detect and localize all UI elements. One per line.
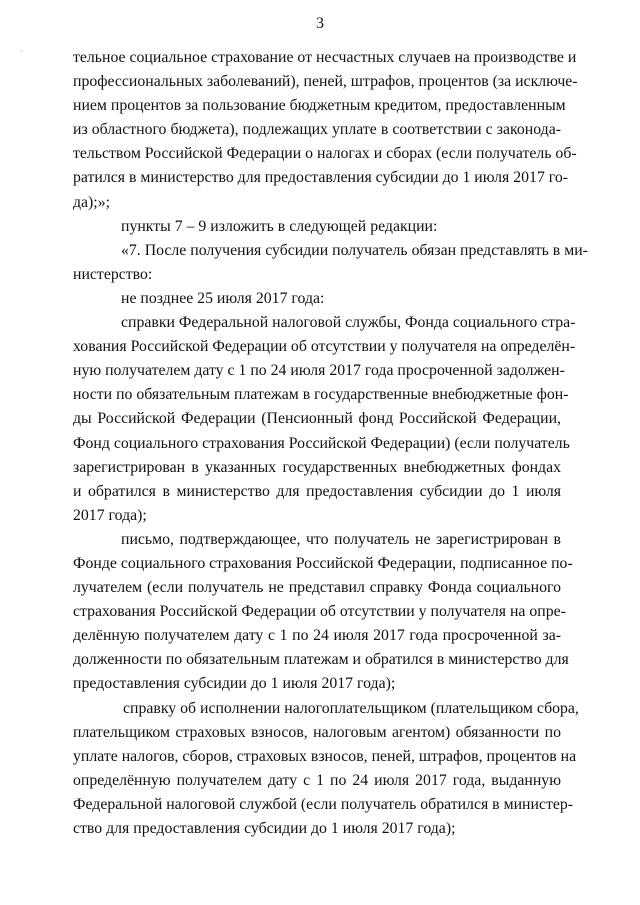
text-line: и обратился в министерство для предоставления субсидии до 1 июля — [73, 482, 561, 500]
text-line: нием процентов за пользование бюджетным кредитом, предоставленным — [73, 97, 566, 115]
text-line: профессиональных заболеваний), пеней, штрафов, процентов (за исключе- — [73, 73, 578, 91]
paragraph — [73, 311, 576, 528]
text-line: предоставления субсидии до 1 июля 2017 года); — [73, 675, 396, 693]
text-line: хования Российской Федерации об отсутствии у получателя на определён- — [73, 338, 576, 356]
text-line: делённую получателем дату с 1 по 24 июля 2017 года просроченной за- — [73, 627, 561, 645]
text-line: ную получателем дату с 1 по 24 июля 2017 года просроченной задолжен- — [73, 362, 565, 380]
text-line: ство для предоставления субсидии до 1 июля 2017 года); — [73, 820, 456, 837]
paragraph — [73, 46, 578, 215]
text-line: справку об исполнении налогоплательщиком (плательщиком сбора, — [123, 699, 579, 717]
text-line: ды Российской Федерации (Пенсионный фонд Российской Федерации, — [73, 410, 561, 428]
text-line: из областного бюджета), подлежащих уплате в соответствии с законода- — [73, 121, 561, 139]
text-line: «7. После получения субсидии получатель обязан представлять в ми- — [121, 241, 588, 259]
document-body — [73, 46, 588, 841]
text-line: не позднее 25 июля 2017 года: — [121, 289, 325, 307]
text-line: Федеральной налоговой службой (если получатель обратился в министер- — [73, 795, 574, 813]
text-line: письмо, подтверждающее, что получатель не зарегистрирован в — [121, 530, 561, 548]
text-line: Фонде социального страхования Российской Федерации, подписанное по- — [73, 554, 573, 572]
text-line: долженности по обязательным платежам и обратился в министерство для — [73, 651, 569, 669]
paragraph — [73, 528, 573, 697]
text-line: уплате налогов, сборов, страховых взносов, пеней, штрафов, процентов на — [73, 747, 577, 765]
text-line: 2017 года); — [73, 506, 147, 524]
text-line: справки Федеральной налоговой службы, Фонда социального стра- — [121, 314, 576, 332]
paragraph — [73, 215, 561, 239]
text-line: да);»; — [73, 193, 110, 211]
text-line: зарегистрирован в указанных государственных внебюджетных фондах — [73, 458, 561, 476]
text-line: страхования Российской Федерации об отсутствии у получателя на опре- — [73, 603, 566, 621]
page-number: 3 — [316, 15, 324, 32]
text-line: лучателем (если получатель не представил справку Фонда социального — [73, 579, 561, 597]
text-line: пункты 7 – 9 изложить в следующей редакции: — [121, 217, 438, 235]
text-line: ратился в министерство для предоставления субсидии до 1 июля 2017 го- — [73, 169, 569, 187]
text-line: определённую получателем дату с 1 по 24 июля 2017 года, выданную — [73, 771, 561, 789]
text-line: ности по обязательным платежам в государственные внебюджетные фон- — [73, 386, 569, 404]
text-line: тельное социальное страхование от несчастных случаев на производстве и — [73, 49, 577, 66]
text-line: тельством Российской Федерации о налогах и сборах (если получатель об- — [73, 145, 577, 163]
text-line: Фонд социального страхования Российской Федерации) (если получатель — [73, 434, 570, 452]
paragraph — [73, 239, 588, 287]
paragraph — [73, 287, 561, 311]
paragraph — [73, 697, 579, 842]
text-line: плательщиком страховых взносов, налоговым агентом) обязанности по — [73, 723, 561, 741]
text-line: нистерство: — [73, 265, 153, 283]
margin-mark: · — [20, 46, 23, 56]
